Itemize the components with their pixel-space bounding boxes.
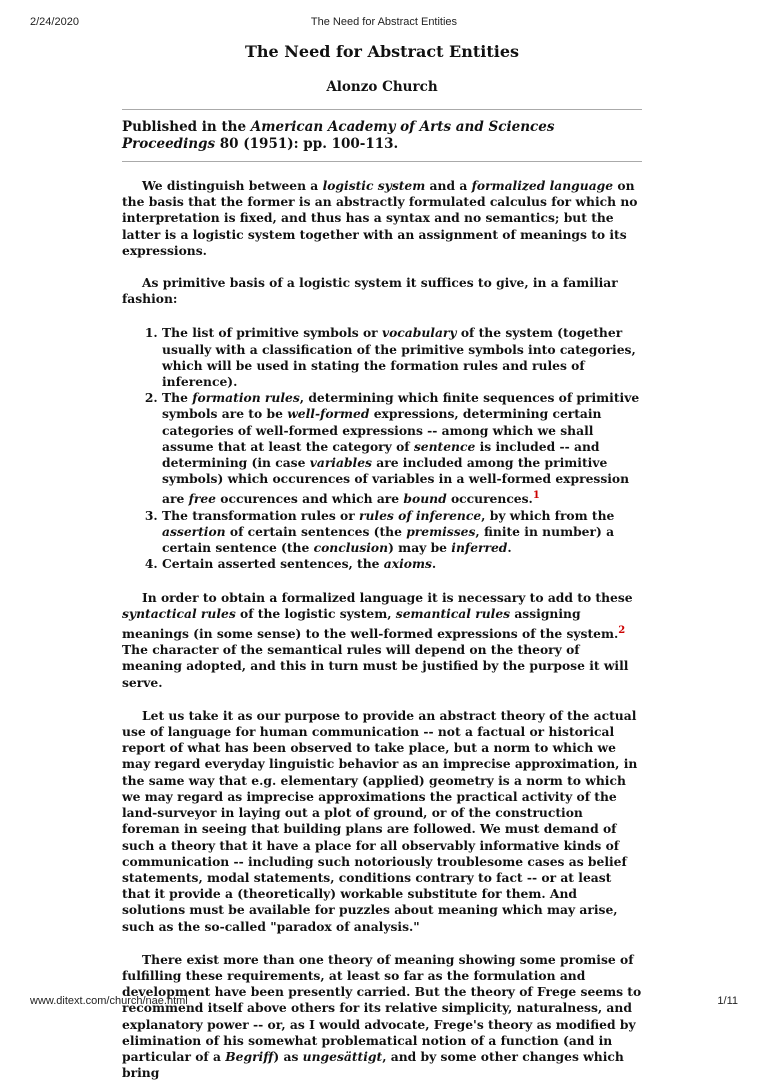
paragraph-3: In order to obtain a formalized language it is necessary to add to these syntactical rules of the logistic system, semantical rules assigning meanings (in some sense) to the well-formed expressions of the system.$^2$ The character of the semantical rules will depend on the theory of meaning adopted, and this in turn must be justified by the purpose it will serve.: [122, 589, 633, 690]
print-title: The Need for Abstract Entities: [310, 16, 458, 28]
list-item: 1. The list of primitive symbols or vocabulary of the system (together usually with a classification of the primitive symbols into categories, which will be used in stating the formation rules and rules of inference).: [162, 325, 642, 390]
primitive-basis-list: [122, 325, 642, 572]
footnote-link-1[interactable]: 1: [532, 490, 540, 502]
paragraph-1: We distinguish between a logistic system and a formalized language on the basis that the former is an abstractly formulated calculus for which no interpretation is fixed, and thus has a syntax and no semantics; but the latter is a logistic system together with an assignment of meanings to its expressions.: [122, 178, 638, 258]
article: [122, 40, 642, 1081]
print-url: www.ditext.com/church/nae.html: [30, 995, 188, 1007]
paragraph-4: Let us take it as our purpose to provide an abstract theory of the actual use of language for human communication -- not a factual or historical report of what has been observed to take place, but a norm to which we may regard everyday linguistic behavior as an imprecise approximation, in the same way that e.g. elementary (applied) geometry is a norm to which we may regard as imprecise approximations the practical activity of the land-surveyor in laying out a plot of ground, or of the construction foreman in seeing that building plans are followed. We must demand of such a theory that it have a place for all observably informative kinds of communication -- including such notoriously troublesome cases as belief statements, modal statements, conditions contrary to fact -- or at least that it provide a (theoretically) workable substitute for them. And solutions must be available for puzzles about meaning which may arise, such as the so-called "paradox of analysis.": [122, 707, 638, 934]
list-item: 2. The formation rules, determining which finite sequences of primitive symbols are to be well-formed expressions, determining certain categories of well-formed expressions -- among which we shall assume that at least the category of sentence is included -- and determining (in case variables are included among the primitive symbols) which occurences of variables in a well-formed expression are free occurences and which are bound occurences.$^1$: [162, 390, 642, 508]
print-date: 2/24/2020: [30, 16, 79, 28]
paragraph-5: There exist more than one theory of meaning showing some promise of fulfilling these requirements, at least so far as the formulation and development have been presently carried. But the theory of Frege seems to recommend itself above others for its relative simplicity, naturalness, and explanatory power -- or, as I would advocate, Frege's theory as modified by elimination of his somewhat problematical notion of a function (and in particular of a Begriff) as ungesättigt, and by some other changes which bring: [122, 951, 642, 1081]
footnote-link-2[interactable]: 2: [618, 624, 626, 636]
publication-note: Published in the American Academy of Arts and Sciences Proceedings 80 (1951): pp. 100-113.: [122, 119, 555, 152]
divider-top: [122, 109, 642, 110]
page-title: The Need for Abstract Entities: [244, 42, 520, 61]
page-number: 1/11: [717, 995, 738, 1007]
author: Alonzo Church: [326, 79, 438, 95]
list-item: 4. Certain asserted sentences, the axioms.: [162, 556, 642, 572]
divider-bottom: [122, 161, 642, 162]
list-item: 3. The transformation rules or rules of inference, by which from the assertion of certain sentences (the premisses, finite in number) a certain sentence (the conclusion) may be inferred.: [162, 508, 642, 557]
paragraph-2: As primitive basis of a logistic system it suffices to give, in a familiar fashion:: [122, 275, 618, 307]
